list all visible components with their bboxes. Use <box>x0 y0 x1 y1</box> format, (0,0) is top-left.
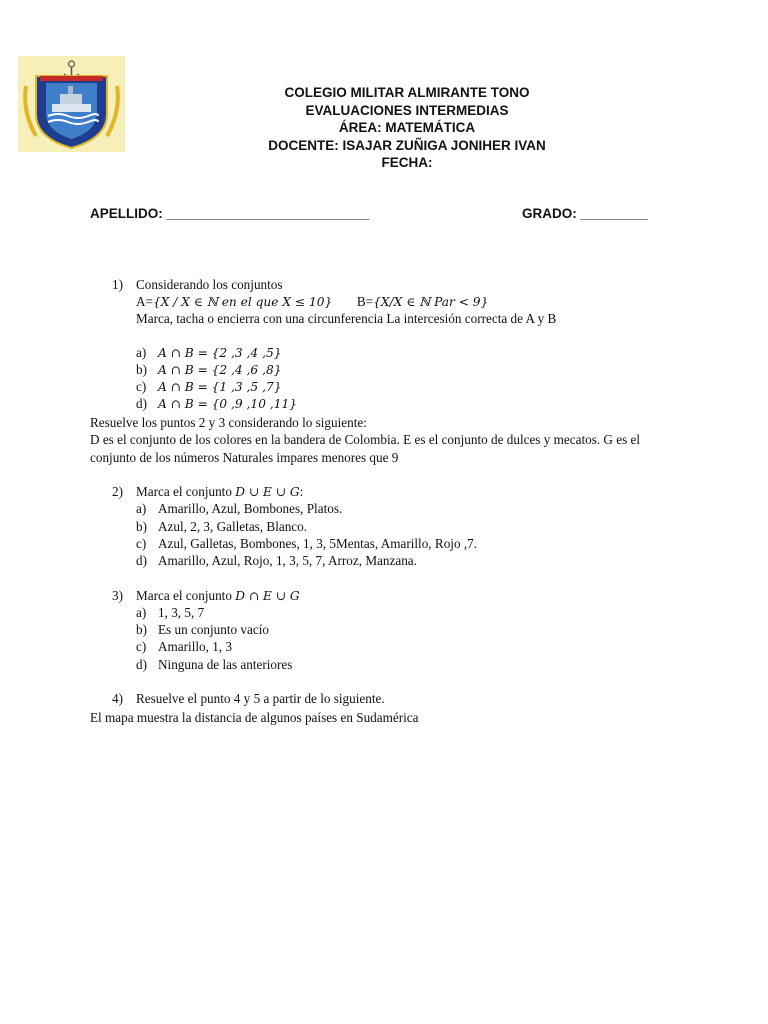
option-a[interactable] <box>136 604 204 621</box>
option-b[interactable] <box>136 361 281 379</box>
option-label: d) <box>136 657 147 672</box>
option-text: Amarillo, 1, 3 <box>158 639 232 654</box>
surname-field[interactable]: APELLIDO: ___________________________ <box>90 206 370 221</box>
option-label: b) <box>136 362 147 377</box>
option-text: Amarillo, Azul, Rojo, 1, 3, 5, 7, Arroz, Manzana. <box>158 553 417 568</box>
option-d[interactable] <box>136 552 417 569</box>
option-b[interactable] <box>136 621 269 638</box>
option-text: Azul, Galletas, Bombones, 1, 3, 5Mentas, Amarillo, Rojo ,7. <box>158 536 478 551</box>
set-b-prefix: B= <box>356 294 374 309</box>
option-label: d) <box>136 396 147 411</box>
subject-area: ÁREA: MATEMÁTICA <box>338 120 476 135</box>
set-a-expression: {X / X ∈ ℕ en el que X ≤ 10} <box>152 295 333 309</box>
option-label: d) <box>136 553 147 568</box>
option-text: 1, 3, 5, 7 <box>158 605 205 620</box>
option-label: b) <box>136 519 147 534</box>
option-label: c) <box>136 536 147 551</box>
option-text: Azul, 2, 3, Galletas, Blanco. <box>158 519 308 534</box>
question-number: 1) <box>112 277 123 292</box>
option-text: Ninguna de las anteriores <box>158 657 293 672</box>
context-description: D es el conjunto de los colores en la bandera de Colombia. E es el conjunto de dulces y mecatos. G es el <box>90 432 641 447</box>
option-c[interactable] <box>136 638 232 655</box>
option-text: Es un conjunto vacío <box>158 622 269 637</box>
set-definitions <box>136 293 488 311</box>
option-a[interactable] <box>136 344 281 362</box>
school-crest-logo <box>18 56 125 152</box>
option-b[interactable] <box>136 518 307 535</box>
option-text: A ∩ B = {2 ,4 ,6 ,8} <box>158 363 282 377</box>
grade-field[interactable]: GRADO: _________ <box>522 206 649 221</box>
option-d[interactable] <box>136 395 297 413</box>
question-2 <box>112 483 303 501</box>
school-name: COLEGIO MILITAR ALMIRANTE TONO <box>284 85 530 100</box>
question-text: Marca el conjunto <box>136 484 236 499</box>
option-label: c) <box>136 379 147 394</box>
document-header <box>200 84 614 172</box>
option-label: a) <box>136 345 147 360</box>
option-label: c) <box>136 639 147 654</box>
context-description-cont: conjunto de los números Naturales impares menores que 9 <box>90 450 399 465</box>
set-a-prefix: A= <box>136 294 153 309</box>
option-d[interactable] <box>136 656 292 673</box>
set-expression: D ∪ E ∪ G <box>235 485 300 499</box>
option-c[interactable] <box>136 378 281 396</box>
option-label: a) <box>136 501 147 516</box>
option-text: Amarillo, Azul, Bombones, Platos. <box>158 501 343 516</box>
question-3 <box>112 587 300 605</box>
option-text: A ∩ B = {2 ,3 ,4 ,5} <box>158 346 282 360</box>
exam-title: EVALUACIONES INTERMEDIAS <box>305 102 509 118</box>
set-b-expression: {X/X ∈ ℕ Par < 9} <box>373 295 489 309</box>
question-text: Resuelve el punto 4 y 5 a partir de lo siguiente. <box>136 691 385 706</box>
option-a[interactable] <box>136 500 342 517</box>
question-4 <box>112 690 385 707</box>
question-number: 4) <box>112 691 123 706</box>
set-expression: D ∩ E ∪ G <box>235 589 300 603</box>
option-text: A ∩ B = {1 ,3 ,5 ,7} <box>158 380 282 394</box>
date-label: FECHA: <box>381 155 433 170</box>
question-number: 3) <box>112 588 123 603</box>
option-label: b) <box>136 622 147 637</box>
option-c[interactable] <box>136 535 477 552</box>
question-text: Considerando los conjuntos <box>136 277 283 292</box>
teacher-name: DOCENTE: ISAJAR ZUÑIGA JONIHER IVAN <box>268 137 546 153</box>
question-number: 2) <box>112 484 123 499</box>
question-text: Marca el conjunto <box>136 588 236 603</box>
question-suffix: : <box>299 484 304 499</box>
question-1-instruction: Marca, tacha o encierra con una circunferencia La intercesión correcta de A y B <box>136 311 557 326</box>
option-label: a) <box>136 605 147 620</box>
context-instruction: Resuelve los puntos 2 y 3 considerando lo siguiente: <box>90 415 367 430</box>
question-1-intro <box>112 276 283 293</box>
option-text: A ∩ B = {0 ,9 ,10 ,11} <box>158 397 297 411</box>
map-description: El mapa muestra la distancia de algunos países en Sudamérica <box>90 710 419 725</box>
